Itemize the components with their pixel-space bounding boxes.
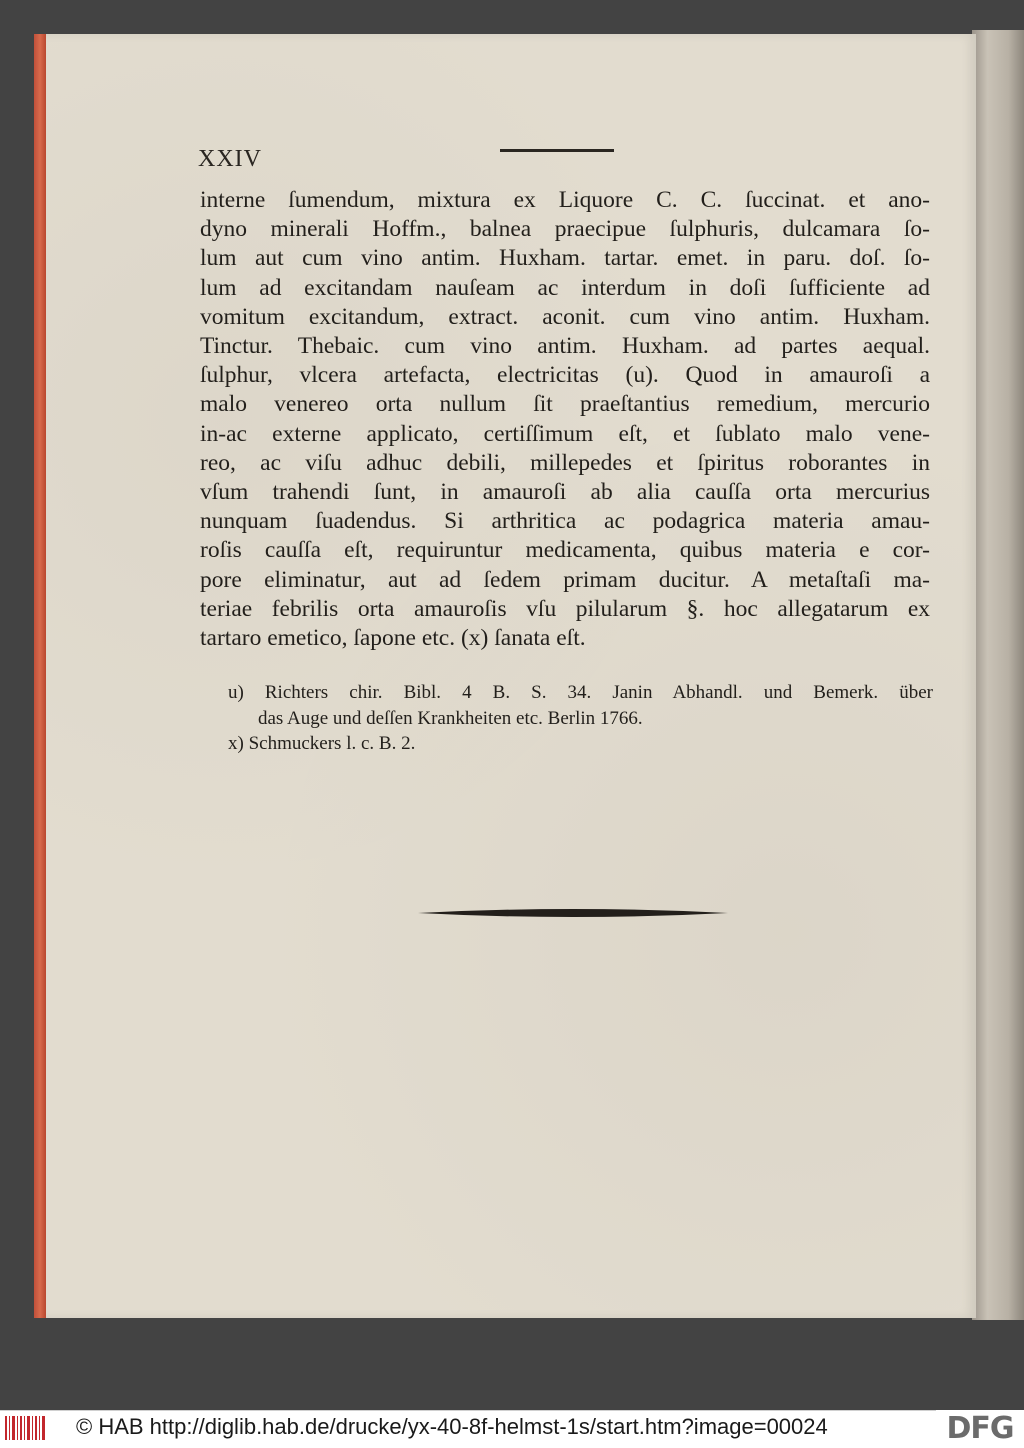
body-line: tartaro emetico, ſapone etc. (x) ſanata eſt. xyxy=(200,625,586,652)
head-rule xyxy=(500,149,614,152)
body-line: interne ſumendum, mixtura ex Liquore C. C. ſuccinat. et ano- xyxy=(200,187,930,213)
body-line: teriae febrilis orta amauroſis vſu pilularum §. hoc allegatarum ex xyxy=(200,595,930,622)
body-line: vomitum excitandum, extract. aconit. cum vino antim. Huxham. xyxy=(200,303,930,330)
end-ornament xyxy=(418,907,728,919)
red-page-edge xyxy=(34,34,46,1318)
body-line: malo venereo orta nullum ſit praeſtantius remedium, mercurio xyxy=(200,391,930,418)
body-line: in-ac externe applicato, certiſſimum eſt, et ſublato malo vene- xyxy=(200,420,930,447)
book-page-edge xyxy=(972,30,1024,1320)
footnote-u: u) Richters chir. Bibl. 4 B. S. 34. Janin Abhandl. und Bemerk. über xyxy=(228,682,933,703)
body-line: lum ad excitandam nauſeam ac interdum in doſi ſufficiente ad xyxy=(200,274,930,301)
dfg-logo-text: DFG xyxy=(946,1411,1014,1446)
body-line: reo, ac viſu adhuc debili, millepedes et ſpiritus roborantes in xyxy=(200,449,930,476)
body-line: lum aut cum vino antim. Huxham. tartar. emet. in paru. doſ. ſo- xyxy=(200,245,930,272)
footnote-x: x) Schmuckers l. c. B. 2. xyxy=(228,733,416,754)
body-line: roſis cauſſa eſt, requiruntur medicamenta, quibus materia e cor- xyxy=(200,537,930,564)
body-text xyxy=(200,186,930,653)
body-line: nunquam ſuadendus. Si arthritica ac podagrica materia amau- xyxy=(200,508,930,535)
footnote-u-continuation: das Auge und deſſen Krankheiten etc. Berlin 1766. xyxy=(258,707,643,729)
body-line: pore eliminatur, aut ad ſedem primam ducitur. A metaſtaſi ma- xyxy=(200,566,930,593)
barcode-icon xyxy=(4,1413,48,1443)
body-line: Tinctur. Thebaic. cum vino antim. Huxham. ad partes aequal. xyxy=(200,333,930,360)
footnotes xyxy=(228,680,933,757)
dfg-logo xyxy=(936,1410,1024,1447)
body-line: vſum trahendi ſunt, in amauroſi ab alia cauſſa orta mercurius xyxy=(200,479,930,506)
copyright-link[interactable]: © HAB http://diglib.hab.de/drucke/yx-40-8f-helmst-1s/start.htm?image=00024 xyxy=(76,1414,828,1439)
body-line: ſulphur, vlcera artefacta, electricitas (u). Quod in amauroſi a xyxy=(200,362,930,389)
running-head: XXIV xyxy=(198,146,262,172)
body-line: dyno minerali Hoffm., balnea praecipue ſulphuris, dulcamara ſo- xyxy=(200,216,930,243)
